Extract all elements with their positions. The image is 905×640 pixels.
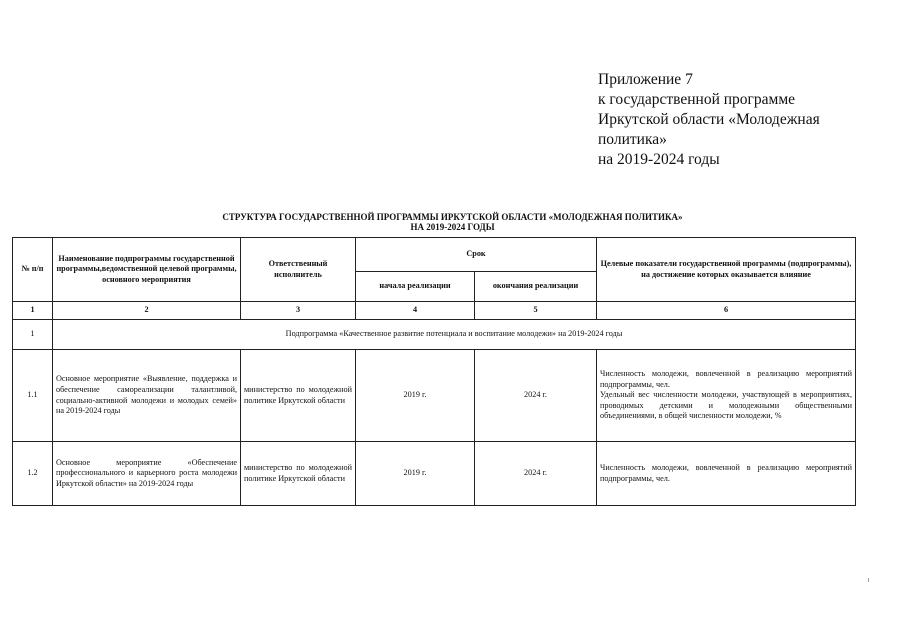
row-name: Основное мероприятие «Обеспечение профессионального и карьерного роста молодежи Иркутской области» на 2019-2024 годы — [53, 442, 241, 506]
appendix-line: на 2019-2024 годы — [598, 151, 720, 168]
header-targets: Целевые показатели государственной программы (подпрограммы), на достижение которых оказывается влияние — [597, 238, 856, 302]
col-number: 3 — [241, 302, 356, 320]
col-number: 1 — [13, 302, 53, 320]
col-number: 4 — [356, 302, 475, 320]
row-executor: министерство по молодежной политике Иркутской области — [241, 350, 356, 442]
header-num: № п/п — [13, 238, 53, 302]
row-targets — [597, 350, 856, 442]
col-number: 6 — [597, 302, 856, 320]
col-number: 2 — [53, 302, 241, 320]
row-executor: министерство по молодежной политике Иркутской области — [241, 442, 356, 506]
row-start: 2019 г. — [356, 442, 475, 506]
header-term: Срок — [356, 238, 597, 272]
appendix-line: политика» — [598, 131, 667, 148]
header-start: начала реализации — [356, 272, 475, 302]
scan-mark — [868, 578, 869, 582]
document-title: СТРУКТУРА ГОСУДАРСТВЕННОЙ ПРОГРАММЫ ИРКУТСКОЙ ОБЛАСТИ «МОЛОДЕЖНАЯ ПОЛИТИКА» — [222, 212, 683, 222]
section-row — [13, 320, 856, 350]
row-end: 2024 г. — [475, 442, 597, 506]
section-num: 1 — [13, 320, 53, 350]
header-name: Наименование подпрограммы государственной программы,ведомственной целевой программы, основного мероприятия — [53, 238, 241, 302]
table-row — [13, 350, 856, 442]
column-numbers-row — [13, 302, 856, 320]
target-item: Удельный вес численности молодежи, участвующей в мероприятиях, проводимых детскими и молодежными общественными объединениями, в общей численности молодежи, % — [600, 390, 852, 421]
appendix-line: Приложение 7 — [598, 71, 693, 88]
row-num: 1.1 — [13, 350, 53, 442]
table-row — [13, 442, 856, 506]
header-row — [13, 238, 856, 272]
row-name: Основное мероприятие «Выявление, поддержка и обеспечение самореализации талантливой, социально-активной молодежи и молодых семей» на 2019-2024 годы — [53, 350, 241, 442]
target-item: Численность молодежи, вовлеченной в реализацию мероприятий подпрограммы, чел. — [600, 369, 852, 389]
row-end: 2024 г. — [475, 350, 597, 442]
row-start: 2019 г. — [356, 350, 475, 442]
row-targets — [597, 442, 856, 506]
header-executor: Ответственный исполнитель — [241, 238, 356, 302]
structure-table — [12, 237, 856, 506]
header-end: окончания реализации — [475, 272, 597, 302]
document-subtitle: НА 2019-2024 ГОДЫ — [410, 222, 495, 232]
target-item: Численность молодежи, вовлеченной в реализацию мероприятий подпрограммы, чел. — [600, 462, 852, 483]
col-number: 5 — [475, 302, 597, 320]
section-title: Подпрограмма «Качественное развитие потенциала и воспитание молодежи» на 2019-2024 годы — [53, 320, 856, 350]
appendix-line: Иркутской области «Молодежная — [598, 111, 820, 128]
appendix-line: к государственной программе — [598, 91, 796, 108]
appendix-block — [598, 70, 878, 170]
row-num: 1.2 — [13, 442, 53, 506]
